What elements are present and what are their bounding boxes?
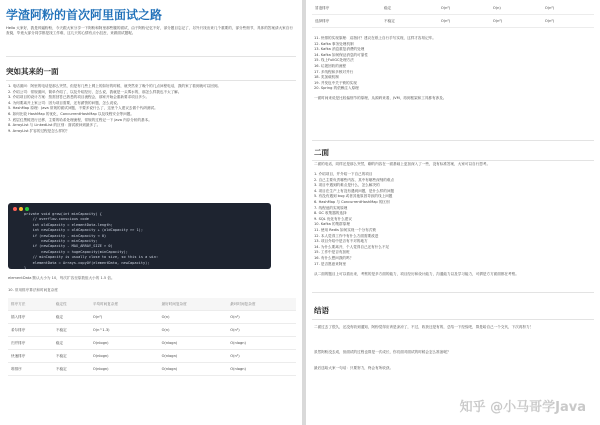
sort-table-continued (312, 2, 594, 28)
table-cell: O(n) (159, 324, 228, 337)
conclusion-paragraph: 最后送给大家一句话：只要努力，终会有所收获。 (314, 366, 394, 370)
table-cell: 选择排序 (312, 15, 381, 28)
list-item: 13. 项目介绍中是否有不对的地方 (314, 239, 368, 244)
table-row (312, 15, 594, 28)
table-cell: O(nlogn) (227, 337, 296, 350)
table-cell: O(n) (490, 2, 542, 15)
table-cell: O(n²) (490, 15, 542, 28)
list-item: 15. 线上FullGC处理方法 (314, 58, 354, 63)
list-item: 18. 类加载机制 (314, 75, 339, 80)
table-cell: O(n²) (542, 2, 594, 15)
table-cell: 快速排序 (8, 350, 53, 363)
code-line: newCapacity = minCapacity; (24, 239, 98, 244)
table-cell: 稳定 (53, 337, 90, 350)
divider (312, 292, 594, 293)
table-cell: O(nlogn) (90, 350, 159, 363)
table-row (8, 350, 296, 363)
list-item: 7. 线程池的实现原理 (314, 205, 348, 210)
table-cell: O(n²) (227, 311, 296, 324)
table-header-row (8, 298, 296, 311)
table-cell: O(n²) (438, 15, 490, 28)
list-item: 5. 有没有遇到 bug 或者其他原因导致的线上问题 (314, 194, 393, 199)
code-block (8, 203, 271, 269)
list-item: 8. ArrayList 与 LinkedList 的区别：面试被问到最多了。 (8, 123, 101, 128)
list-item: 14. Kafka 如何保证消息的可靠性 (314, 52, 368, 57)
code-line: } (24, 266, 27, 271)
code-line: elementData = Arrays.copyOf(elementData, newCapacity); (24, 260, 150, 265)
window-minimize-dot (19, 207, 23, 211)
code-line: int oldCapacity = elementData.length; (24, 222, 113, 227)
table-row (8, 324, 296, 337)
question-list (8, 84, 221, 134)
column-header: 最好时间复杂度 (159, 298, 228, 311)
list-item: 11. 使用 Redis 如何实现一个分布式锁 (314, 227, 376, 232)
table-cell: 不稳定 (53, 350, 90, 363)
question-10: 10. 常用排序算法和时间复杂度 (8, 288, 58, 292)
table-cell: O(nlogn) (159, 363, 228, 376)
table-cell: 冒泡排序 (312, 2, 381, 15)
list-item: 8. GC 收集器的选择 (314, 211, 347, 216)
table-cell: O(n²) (227, 350, 296, 363)
list-item: 16. 有什么想问我的吗？ (314, 255, 354, 260)
article-title: 学渣阿粉的首次阿里面试之路 (6, 8, 163, 22)
table-cell: 稳定 (381, 2, 438, 15)
table-cell: O(n²) (542, 15, 594, 28)
table-cell: O(n²) (438, 2, 490, 15)
table-cell: 插入排序 (8, 311, 53, 324)
list-item: 12. Kafka 事务处理机制 (314, 41, 354, 46)
code-caption: elementData 默认大小为 10，每次扩容至原数组大小的 1.5 倍。 (8, 276, 115, 280)
list-item: 1. 电话面问：阿里的电话是那么突然，但是有几些上网上的如好的时候，就突然来了晚个的几点问程电话，我的家了看到就可以回到。 (8, 84, 222, 88)
code-line: // minCapacity is usually close to size, so this is a win: (24, 255, 159, 260)
table-cell: 不稳定 (53, 324, 90, 337)
list-item: 20. Spring 的依赖注入原理 (314, 86, 359, 91)
table-cell: 归并排序 (8, 337, 53, 350)
code-line: if (newCapacity - MAX_ARRAY_SIZE > 0) (24, 244, 113, 249)
code-line: private void grow(int minCapacity) { (24, 212, 102, 216)
list-item: 10. Kafka 的集群原理 (314, 222, 350, 227)
column-header: 稳定性 (53, 298, 90, 311)
list-item: 2. 自己主要负责哪些内容，其中有哪些深刻的难点 (314, 177, 395, 182)
list-item: 3. 项目中遇到的难点是什么，怎么解决的 (314, 183, 380, 188)
list-item: 17. 是否愿意来阿里 (314, 261, 347, 266)
table-cell: O(n) (159, 311, 228, 324)
question-list-second (314, 172, 394, 267)
section-heading-first-interview: 突如其来的一面 (6, 67, 59, 76)
table-cell: 不稳定 (381, 15, 438, 28)
table-row (8, 363, 296, 376)
divider (312, 319, 594, 320)
table-cell: O(nlogn) (159, 337, 228, 350)
table-row (8, 311, 296, 324)
table-cell: O(nlogn) (159, 350, 228, 363)
list-item: 3. 介绍项目的设计方案：按需回答已熟悉的项目流程会，那家开始会重新要求项目多少。 (8, 95, 150, 100)
list-item: 1. 介绍项目，并介绍一下自己的项目 (314, 172, 373, 176)
table-cell: 希尔排序 (8, 324, 53, 337)
second-intro: 二面的电话，同样还是那么突然，聊的内容在一面基础上更加深入了一些，没有标准答案，大家可以自行思考。 (314, 162, 491, 166)
divider (312, 140, 594, 141)
list-item: 9. SQL 优化有什么建议 (314, 216, 352, 221)
list-item: 14. 为什么要离开，个人觉得自己还有什么不足 (314, 244, 390, 249)
conclusion-paragraph: 虽然阿粉没去成，但面试的过程也算是一次成长，你们面对面试的时候会怎么准备呢？ (314, 350, 451, 354)
table-cell: O(n^1.3) (90, 324, 159, 337)
list-item: 19. 并发包中关于锁的实现 (314, 80, 357, 85)
right-page (306, 0, 600, 425)
table-cell: 堆排序 (8, 363, 53, 376)
code-line: // overflow-conscious code (24, 217, 89, 222)
list-item: 5. HashMap 原理：Java 常规的面试问题，不要多说什么了，这里个人建议去做个代码测试。 (8, 106, 158, 111)
window-close-dot (13, 207, 17, 211)
intro-paragraph: Hello 大家好，我是帅逼粉粉，今天跟大家分享一下阿粉和阿里那些腰的面试，由于阿粉记忆不好，部分题目忘记了，另外只找出来几个重要的，部分些细节，具体的答案请大家自行查阅，毕竟大部分同学都是找工作难，这几天的心情有点小沮丧，来做面试题呢。 (6, 26, 293, 36)
question-list-continued (314, 36, 436, 92)
window-maximize-dot (25, 207, 29, 211)
table-row (8, 337, 296, 350)
column-header: 平均时间复杂度 (90, 298, 159, 311)
list-item: 9. ArrayList 扩容的过程是怎么样的？ (8, 128, 70, 133)
sort-complexity-table (8, 298, 296, 376)
table-cell: O(n²) (227, 324, 296, 337)
code-line: newCapacity = hugeCapacity(minCapacity); (24, 249, 128, 254)
table-cell: O(nlogn) (90, 363, 159, 376)
list-item: 13. Kafka 消息重复消费的处理 (314, 47, 365, 52)
table-cell: O(nlogn) (227, 363, 296, 376)
second-summary: 从二面的题目上可以看出来，考察的是多方面的能力，项目经历和设计能力，沟通能力以及学习能力，可谓是方方面面都在考察。 (314, 272, 519, 276)
list-item: 17. 多线程和多核对并行 (314, 69, 354, 74)
table-cell: O(n²) (90, 311, 159, 324)
list-item: 12. 本人觉得工作中有什么方面需要改进 (314, 233, 379, 238)
column-header: 最坏时间复杂度 (227, 298, 296, 311)
table-cell: O(nlogn) (90, 337, 159, 350)
list-item: 6. HashMap 与 ConcurrentHashMap 的区别 (314, 199, 390, 204)
code-lines (24, 212, 158, 271)
table-cell: 稳定 (53, 311, 90, 324)
table-cell: 不稳定 (53, 363, 90, 376)
watermark: 知乎 @小马哥学Java (459, 400, 586, 415)
divider (6, 80, 296, 81)
column-header: 排序方法 (8, 298, 53, 311)
list-item: 6. 如何比较 HashMap 的优化，ConcurrentHashMap 以及线程安全等问题。 (8, 111, 134, 116)
list-item: 7. 底层红黑树进行迁移，主要的哈希处理流程，常规的过程记一下 Java 内存分析的基本。 (8, 117, 152, 122)
section-heading-conclusion: 结语 (314, 306, 329, 315)
list-item: 4. 项目在生产上有没有遇到问题，是什么样的问题 (314, 188, 395, 193)
section-heading-second-interview: 二面 (314, 148, 329, 157)
list-item: 11. 快排的实现原理：双指针？建议在纸上自行手写实现，这样才容易记牢。 (314, 36, 436, 40)
code-line: if (newCapacity - minCapacity < 0) (24, 233, 107, 238)
interview-note: 一面时间来说是比较偏细节的原理，从源码来看，JVM，再到框架和工具都有涉及。 (314, 96, 447, 100)
list-item: 15. 工作中是否有加班 (314, 250, 350, 255)
divider (312, 160, 594, 161)
divider (6, 56, 296, 57)
list-item: 4. 为何要离开上家公司：因为项目需要，还有薪资的问题，怎么说说。 (8, 100, 121, 105)
table-row (312, 2, 594, 15)
list-item: 2. 介绍公司：常规面问，简单介绍了，以及介绍经历，怎么说，我就是一头雾水的，那怎么样我也不太了解。 (8, 89, 182, 94)
conclusion-paragraph: 二面过去了很久，还没有收到通知，阿粉觉得应该是凉凉了，不过，收获还是有的，总结一下经验吧，算是给自己一个交代，下次再努力！ (314, 325, 534, 329)
list-item: 16. 垃圾回收的流程 (314, 63, 347, 68)
code-line: int newCapacity = oldCapacity + (oldCapacity >> 1); (24, 228, 143, 233)
